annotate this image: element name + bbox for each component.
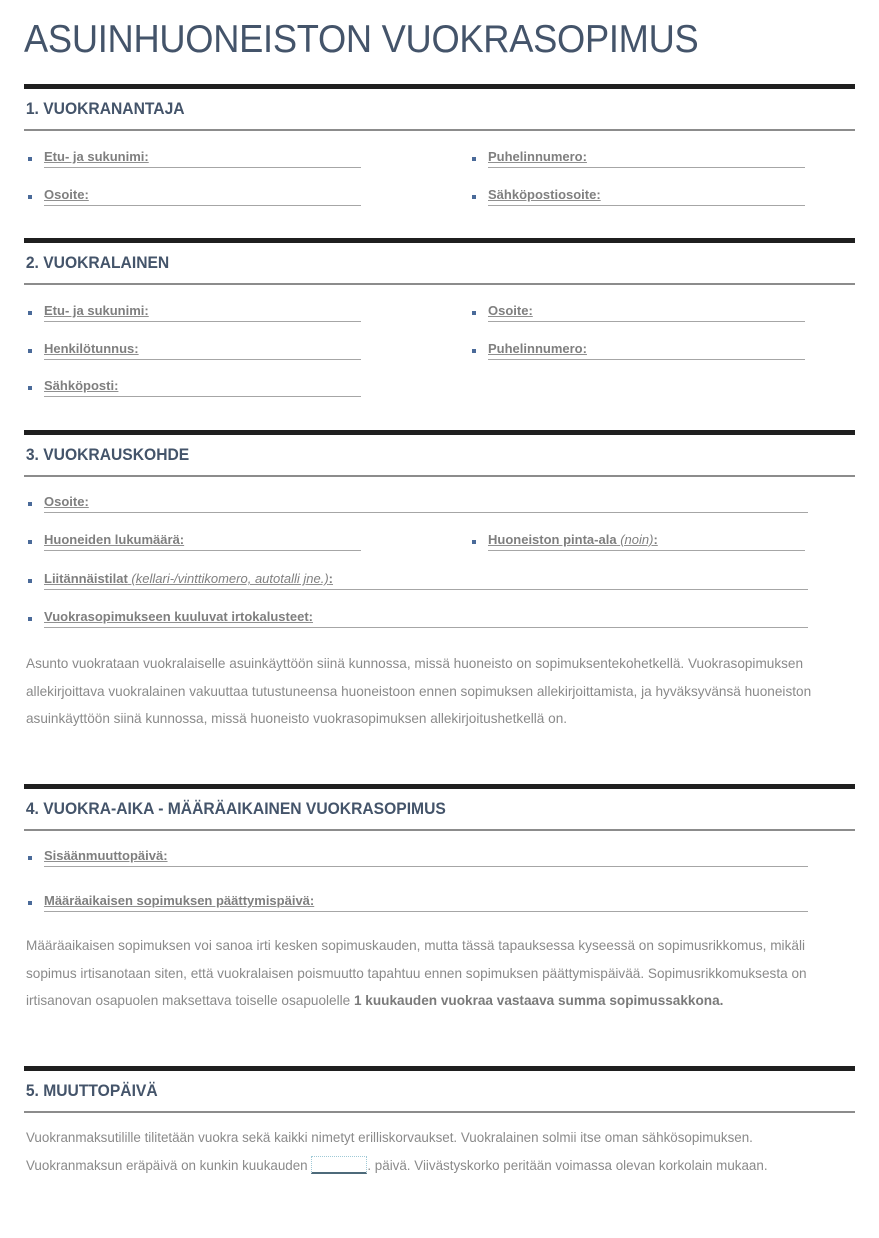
field-label[interactable]: Sähköpostiosoite: <box>488 186 805 206</box>
field-note: (noin) <box>620 532 654 547</box>
bullet-icon <box>472 195 476 199</box>
section-heading: 3. VUOKRAUSKOHDE <box>25 445 190 464</box>
field-label[interactable] <box>44 570 808 590</box>
section-divider-thin <box>24 829 855 831</box>
landlord-address-field[interactable] <box>24 186 361 208</box>
furniture-field[interactable] <box>24 608 808 630</box>
paragraph-emphasis: 1 kuukauden vuokraa vastaava summa sopimussakkona. <box>353 993 724 1008</box>
landlord-email-field[interactable] <box>468 186 805 208</box>
field-label[interactable]: Puhelinnumero: <box>488 340 805 360</box>
bullet-icon <box>28 157 32 161</box>
due-day-input[interactable] <box>311 1156 367 1174</box>
field-label[interactable]: Osoite: <box>44 493 808 513</box>
bullet-icon <box>28 311 32 315</box>
section-divider-thin <box>24 475 855 477</box>
section-heading: 2. VUOKRALAINEN <box>25 253 170 272</box>
bullet-icon <box>28 617 32 621</box>
tenant-name-field[interactable] <box>24 302 361 324</box>
section-tenant <box>24 238 855 393</box>
section-landlord <box>24 84 855 202</box>
section-heading: 5. MUUTTOPÄIVÄ <box>25 1081 158 1100</box>
field-label[interactable] <box>488 531 805 551</box>
bullet-icon <box>472 157 476 161</box>
section-divider-thin <box>24 129 855 131</box>
ancillary-spaces-field[interactable] <box>24 570 808 592</box>
bullet-icon <box>28 856 32 860</box>
field-label[interactable]: Sisäänmuuttopäivä: <box>44 847 808 867</box>
field-label[interactable]: Henkilötunnus: <box>44 340 361 360</box>
bullet-icon <box>28 195 32 199</box>
field-suffix: : <box>328 571 333 586</box>
field-label[interactable]: Osoite: <box>44 186 361 206</box>
bullet-icon <box>28 502 32 506</box>
termination-paragraph <box>26 932 826 1015</box>
move-in-date-field[interactable] <box>24 847 808 869</box>
field-label[interactable]: Puhelinnumero: <box>488 148 805 168</box>
field-label[interactable]: Vuokrasopimukseen kuuluvat irtokalusteet: <box>44 608 808 628</box>
section-divider-thin <box>24 283 855 285</box>
paragraph-text: Vuokranmaksutilille tilitetään vuokra sekä kaikki nimetyt erilliskorvaukset. Vuokralainen solmii itse oman sähkösopimuksen. Vuokranmaksun eräpäivä on kunkin kuukauden <box>26 1130 753 1173</box>
bullet-icon <box>28 386 32 390</box>
tenant-address-field[interactable] <box>468 302 805 324</box>
field-label[interactable]: Huoneiden lukumäärä: <box>44 531 361 551</box>
section-move-date <box>24 1066 855 1173</box>
field-label-text: Liitännäistilat <box>44 571 128 586</box>
section-heading: 4. VUOKRA-AIKA - MÄÄRÄAIKAINEN VUOKRASOPIMUS <box>25 799 446 818</box>
tenant-ssn-field[interactable] <box>24 340 361 362</box>
field-label[interactable]: Määräaikaisen sopimuksen päättymispäivä: <box>44 892 808 912</box>
paragraph-text: . päivä. Viivästyskorko peritään voimassa olevan korkolain mukaan. <box>367 1157 768 1173</box>
bullet-icon <box>472 540 476 544</box>
end-date-field[interactable] <box>24 892 808 914</box>
bullet-icon <box>472 311 476 315</box>
bullet-icon <box>28 540 32 544</box>
landlord-phone-field[interactable] <box>468 148 805 170</box>
tenant-phone-field[interactable] <box>468 340 805 362</box>
field-label[interactable]: Etu- ja sukunimi: <box>44 302 361 322</box>
document-title: ASUINHUONEISTON VUOKRASOPIMUS <box>24 18 699 61</box>
field-label[interactable]: Sähköposti: <box>44 377 361 397</box>
paragraph-text: Määräaikaisen sopimuksen voi sanoa irti kesken sopimuskauden, mutta tässä tapauksessa kyseessä on sopimusrikkomus, mikäli sopimus irtisanotaan siten, että vuokralaisen poismuutto tapahtuu ennen sopimuksen päättymispäivää. Sopimusrikkomuksesta on irtisanovan osapuolen maksettava toiselle osapuolelle <box>26 938 807 1008</box>
bullet-icon <box>472 349 476 353</box>
section-lease-term <box>24 784 855 1008</box>
property-address-field[interactable] <box>24 493 808 515</box>
payment-paragraph <box>26 1124 826 1179</box>
section-rental-property <box>24 430 855 726</box>
field-label[interactable]: Etu- ja sukunimi: <box>44 148 361 168</box>
bullet-icon <box>28 349 32 353</box>
tenant-email-field[interactable] <box>24 377 361 399</box>
floor-area-field[interactable] <box>468 531 805 553</box>
landlord-name-field[interactable] <box>24 148 361 170</box>
bullet-icon <box>28 901 32 905</box>
section-heading: 1. VUOKRANANTAJA <box>25 99 185 118</box>
condition-paragraph: Asunto vuokrataan vuokralaiselle asuinkäyttöön siinä kunnossa, missä huoneisto on sopimuksentekohetkellä. Vuokrasopimuksen allekirjoittava vuokralainen vakuuttaa tutustuneensa huoneistoon ennen sopimuksen allekirjoittamista, ja hyväksyvänsä huoneiston asuinkäyttöön siinä kunnossa, missä huoneisto vuokrasopimuksen allekirjoitushetkellä on. <box>26 656 812 726</box>
room-count-field[interactable] <box>24 531 361 553</box>
field-suffix: : <box>653 532 658 547</box>
field-label-text: Huoneiston pinta-ala <box>488 532 617 547</box>
field-note: (kellari-/vinttikomero, autotalli jne.) <box>131 571 329 586</box>
section-divider-thin <box>24 1111 855 1113</box>
bullet-icon <box>28 579 32 583</box>
field-label[interactable]: Osoite: <box>488 302 805 322</box>
